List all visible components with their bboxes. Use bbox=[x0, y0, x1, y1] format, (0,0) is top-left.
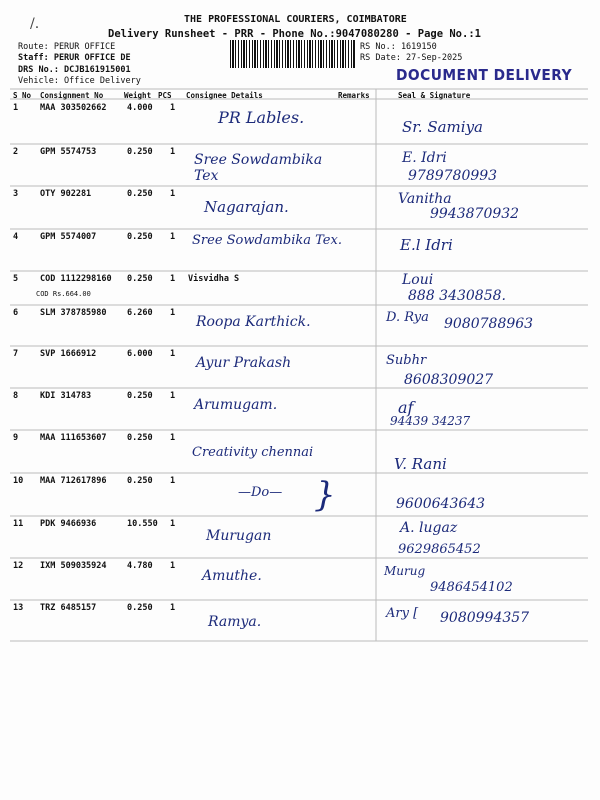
col-header-weight: Weight bbox=[124, 91, 152, 100]
rs-number: RS No.: 1619150 bbox=[360, 42, 437, 52]
handwritten-signature: Ary [ bbox=[386, 606, 419, 621]
handwritten-signature: V. Rani bbox=[394, 455, 447, 473]
handwritten-ditto: —Do— bbox=[238, 485, 283, 500]
row-pcs: 1 bbox=[170, 603, 176, 613]
row-pcs: 1 bbox=[170, 561, 176, 571]
row-cod-amount: COD Rs.664.00 bbox=[36, 290, 91, 298]
row-sno: 6 bbox=[13, 308, 19, 318]
row-consignee: Visvidha S bbox=[188, 274, 240, 284]
handwritten-consignee: Ramya. bbox=[208, 614, 262, 630]
row-sno: 7 bbox=[13, 349, 19, 359]
row-weight: 10.550 bbox=[127, 519, 158, 529]
pencil-mark: /. bbox=[30, 16, 40, 32]
vehicle-label: Vehicle: Office Delivery bbox=[18, 76, 141, 86]
row-weight: 6.260 bbox=[127, 308, 153, 318]
handwritten-phone: 9600643643 bbox=[396, 496, 486, 512]
col-header-consignment: Consignment No bbox=[40, 91, 104, 100]
row-pcs: 1 bbox=[170, 103, 176, 113]
row-consignment-number: GPM 5574007 bbox=[40, 232, 97, 242]
row-consignment-number: COD 1112298160 bbox=[40, 274, 112, 284]
row-sno: 1 bbox=[13, 103, 19, 113]
row-pcs: 1 bbox=[170, 147, 176, 157]
row-weight: 4.780 bbox=[127, 561, 153, 571]
row-weight: 6.000 bbox=[127, 349, 153, 359]
row-consignment-number: MAA 111653607 bbox=[40, 433, 107, 443]
row-consignment-number: PDK 9466936 bbox=[40, 519, 97, 529]
route-label: Route: PERUR OFFICE bbox=[18, 42, 116, 52]
handwritten-brace: } bbox=[314, 475, 336, 515]
row-weight: 4.000 bbox=[127, 103, 153, 113]
row-sno: 2 bbox=[13, 147, 19, 157]
row-weight: 0.250 bbox=[127, 433, 153, 443]
handwritten-phone: 9789780993 bbox=[408, 168, 498, 184]
handwritten-phone: 888 3430858. bbox=[408, 288, 506, 304]
handwritten-consignee: Murugan bbox=[206, 528, 272, 544]
row-weight: 0.250 bbox=[127, 232, 153, 242]
row-consignment-number: TRZ 6485157 bbox=[40, 603, 97, 613]
row-weight: 0.250 bbox=[127, 603, 153, 613]
row-weight: 0.250 bbox=[127, 274, 153, 284]
row-sno: 8 bbox=[13, 391, 19, 401]
handwritten-signature: Sr. Samiya bbox=[402, 118, 483, 136]
row-consignment-number: KDI 314783 bbox=[40, 391, 92, 401]
row-weight: 0.250 bbox=[127, 189, 153, 199]
row-sno: 3 bbox=[13, 189, 19, 199]
row-pcs: 1 bbox=[170, 519, 176, 529]
row-sno: 5 bbox=[13, 274, 19, 284]
handwritten-consignee: Creativity chennai bbox=[192, 445, 314, 460]
handwritten-phone: 8608309027 bbox=[404, 372, 494, 388]
row-consignment-number: MAA 303502662 bbox=[40, 103, 107, 113]
row-sno: 13 bbox=[13, 603, 24, 613]
row-pcs: 1 bbox=[170, 232, 176, 242]
row-sno: 4 bbox=[13, 232, 19, 242]
col-header-pcs: PCS bbox=[158, 91, 172, 100]
handwritten-consignee: Sree Sowdambika Tex. bbox=[192, 233, 342, 248]
handwritten-consignee: PR Lables. bbox=[218, 108, 305, 127]
row-consignment-number: IXM 509035924 bbox=[40, 561, 107, 571]
handwritten-consignee: Amuthe. bbox=[202, 568, 262, 584]
row-pcs: 1 bbox=[170, 391, 176, 401]
handwritten-signature: D. Rya bbox=[386, 310, 429, 325]
handwritten-consignee: Roopa Karthick. bbox=[196, 314, 311, 330]
handwritten-signature: E.l Idri bbox=[400, 236, 453, 254]
row-sno: 9 bbox=[13, 433, 19, 443]
handwritten-signature: Subhr bbox=[386, 353, 427, 368]
drs-number: DRS No.: DCJB161915001 bbox=[18, 65, 131, 75]
handwritten-signature: Loui bbox=[402, 272, 434, 288]
handwritten-phone: 9080788963 bbox=[444, 316, 534, 332]
runsheet-title: Delivery Runsheet - PRR - Phone No.:9047080280 - Page No.:1 bbox=[108, 28, 481, 40]
staff-label: Staff: PERUR OFFICE DE bbox=[18, 53, 131, 63]
handwritten-signature: A. lugaz bbox=[400, 520, 458, 536]
row-pcs: 1 bbox=[170, 308, 176, 318]
row-pcs: 1 bbox=[170, 476, 176, 486]
row-consignment-number: SVP 1666912 bbox=[40, 349, 97, 359]
row-sno: 11 bbox=[13, 519, 24, 529]
row-consignment-number: MAA 712617896 bbox=[40, 476, 107, 486]
row-pcs: 1 bbox=[170, 274, 176, 284]
row-pcs: 1 bbox=[170, 189, 176, 199]
handwritten-phone: 9486454102 bbox=[430, 580, 513, 595]
handwritten-signature: Vanitha bbox=[398, 191, 452, 207]
handwritten-signature: E. Idri bbox=[402, 150, 447, 166]
col-header-consignee: Consignee Details bbox=[186, 91, 263, 100]
col-header-remarks: Remarks bbox=[338, 91, 370, 100]
row-weight: 0.250 bbox=[127, 147, 153, 157]
handwritten-phone: 9629865452 bbox=[398, 542, 481, 557]
handwritten-phone: 9943870932 bbox=[430, 206, 520, 222]
row-consignment-number: SLM 378785980 bbox=[40, 308, 107, 318]
handwritten-phone: 9080994357 bbox=[440, 610, 530, 626]
row-sno: 10 bbox=[13, 476, 24, 486]
row-sno: 12 bbox=[13, 561, 24, 571]
handwritten-signature: Murug bbox=[384, 564, 426, 578]
col-header-seal-signature: Seal & Signature bbox=[398, 91, 471, 100]
handwritten-consignee: Arumugam. bbox=[194, 397, 278, 413]
rs-date: RS Date: 27-Sep-2025 bbox=[360, 53, 463, 63]
row-weight: 0.250 bbox=[127, 476, 153, 486]
handwritten-consignee: Sree Sowdambika Tex bbox=[194, 152, 323, 184]
handwritten-signature: af bbox=[398, 398, 414, 417]
row-pcs: 1 bbox=[170, 433, 176, 443]
document-delivery-stamp: DOCUMENT DELIVERY bbox=[396, 66, 573, 84]
col-header-sno: S No bbox=[13, 91, 32, 100]
handwritten-consignee: Ayur Prakash bbox=[196, 355, 292, 371]
row-consignment-number: GPM 5574753 bbox=[40, 147, 97, 157]
row-pcs: 1 bbox=[170, 349, 176, 359]
handwritten-consignee: Nagarajan. bbox=[204, 198, 289, 216]
handwritten-phone: 94439 34237 bbox=[390, 414, 471, 428]
row-consignment-number: OTY 902281 bbox=[40, 189, 92, 199]
row-weight: 0.250 bbox=[127, 391, 153, 401]
company-title: THE PROFESSIONAL COURIERS, COIMBATORE bbox=[184, 14, 407, 25]
